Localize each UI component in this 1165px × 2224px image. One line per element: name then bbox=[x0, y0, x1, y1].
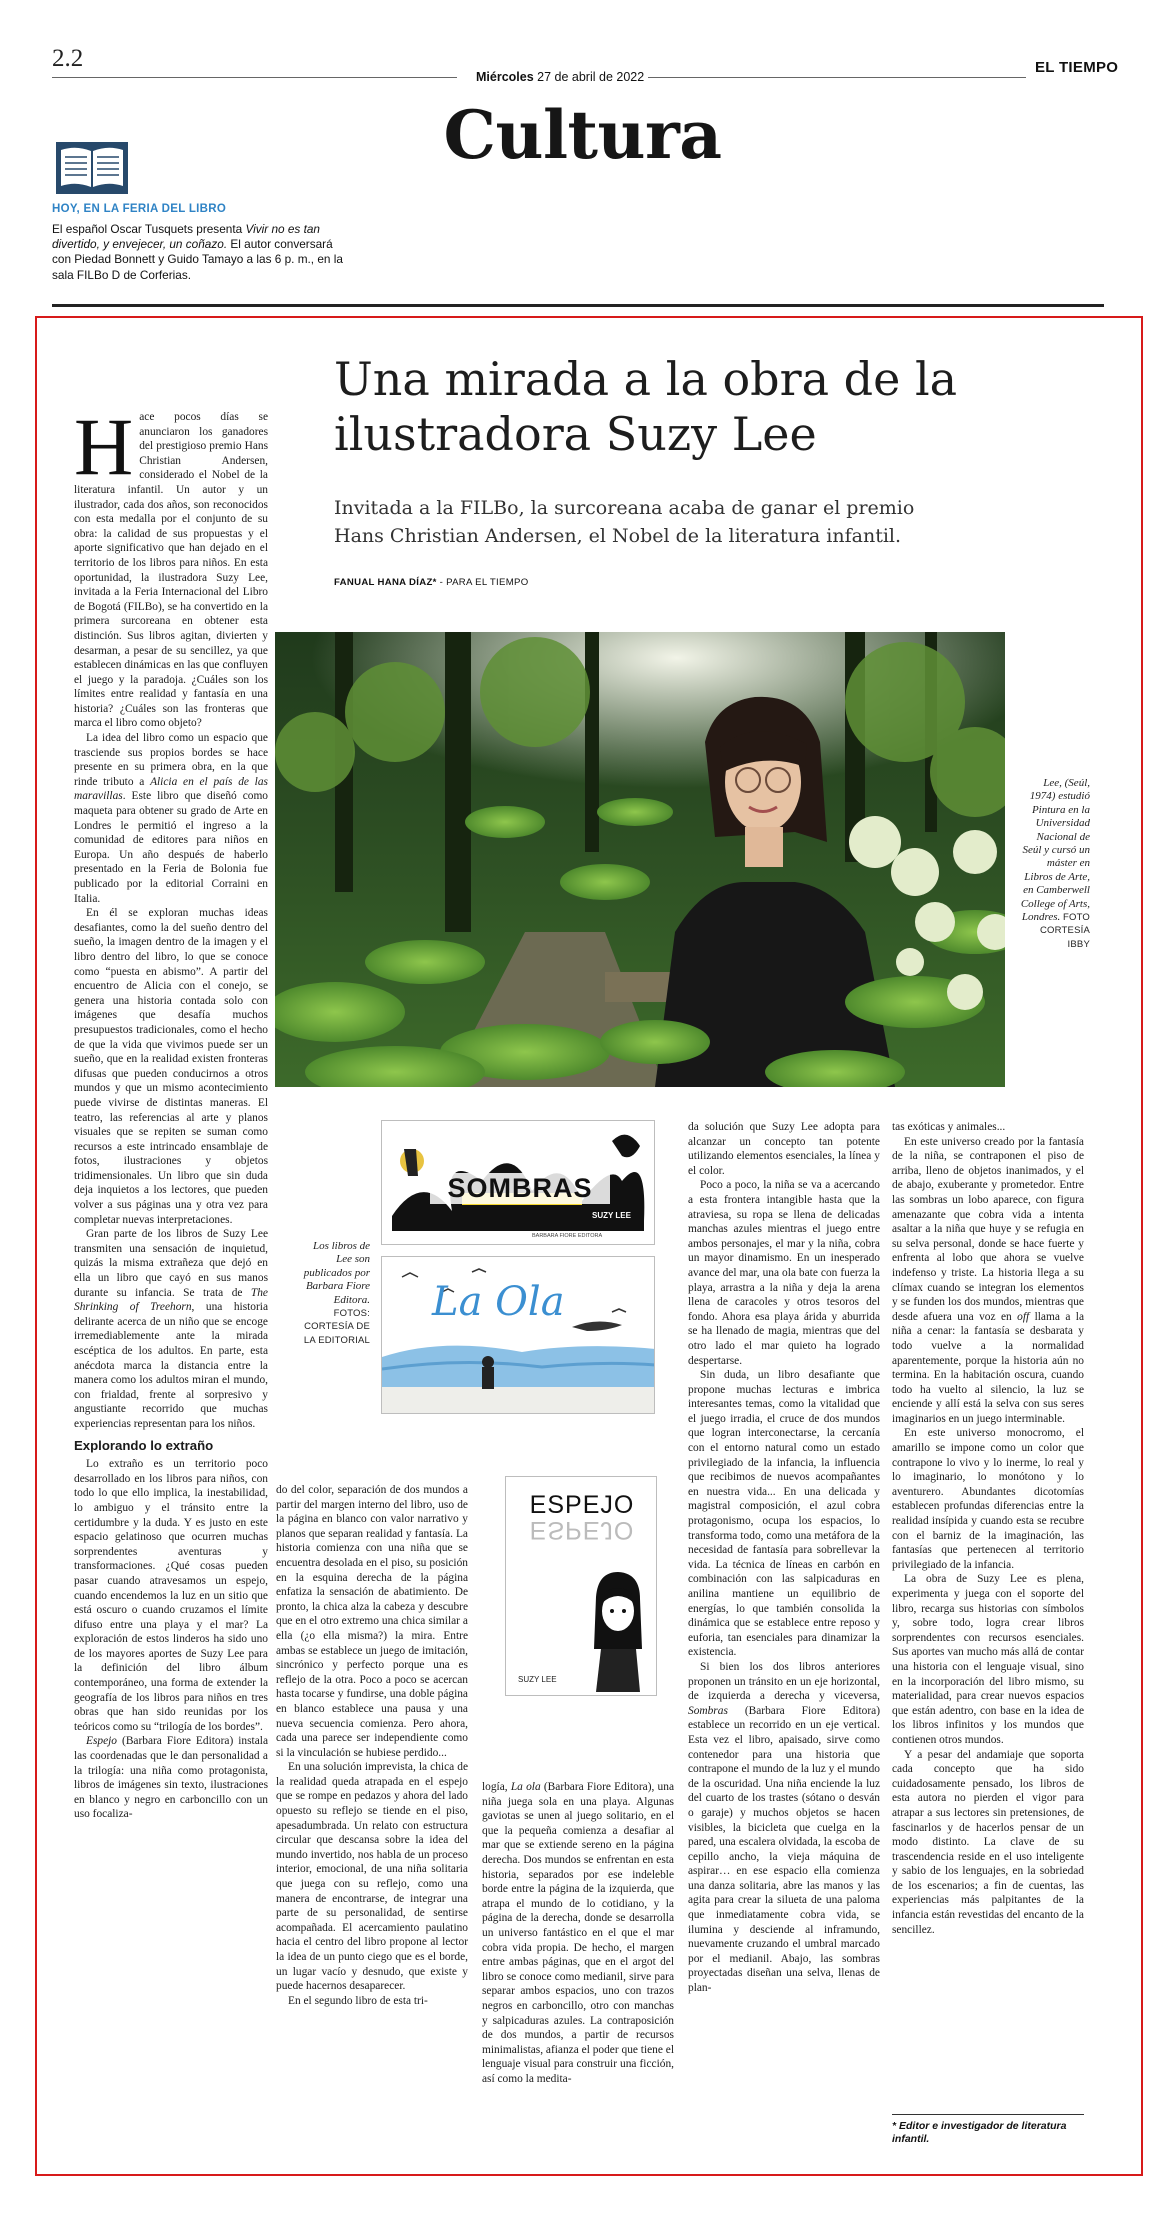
date-text: 27 de abril de 2022 bbox=[533, 70, 645, 84]
espejo-title-reflection: ESPEJO bbox=[529, 1516, 635, 1544]
sombras-author: SUZY LEE bbox=[592, 1211, 631, 1220]
paragraph: Y a pesar del andamiaje que soporta cada concepto que ha sido cuidadosamente pensado, los libros de esta autora no pierden el vigor para atrapar a sus lectores sin pretensiones, de fascinarlos y de hacerlos pensar de un modo distinto. La clave de su trascendencia reside en el uso inteligente y sabio de los lenguajes, en la sobriedad de los escenarios; a fin de cuentas, las experiencias más palpitantes de la infancia están revestidas del encanto de la sencillez. bbox=[892, 1748, 1084, 1936]
subheading: Explorando lo extraño bbox=[74, 1437, 214, 1453]
paragraph: ace pocos días se anunciaron los ganadores del prestigioso premio Hans Christian Andersen, considerado el Nobel de la literatura infantil. Un autor y un ilustrador, cada dos años, son reconocidos con esta medalla por el conjunto de su obra: la calidad de sus propuestas y el aporte significativo que han dejado en el territorio de los libros para niños. En esta oportunidad, la ilustradora Suzy Lee, invitada a la Feria Internacional del Libro de Bogotá (FILBo), se ha convertido en la primera surcoreana en obtener esta distinción. Sus libros agitan, divierten y desarman, a pesar de su sencillez, ya que establecen dinámicas en las que confluyen el juego y la paradoja. ¿Cuáles son los límites entre realidad y fantasía en una historia? ¿Cuáles son las fronteras que marca el libro como objeto? bbox=[74, 411, 268, 730]
paragraph: Gran parte de los libros de Suzy Lee transmiten una sensación de inquietud, quizás la misma extrañeza que dejó en ella un libro que cayó en sus manos durante su infancia. Se trata de The Shrinking of Treehorn, una historia delirante acerca de un niño que se encoge irremediablemente ante la mirada escéptica de los adultos. En parte, esta anécdota marca la distancia entre la manera como los adultos miran el mundo, con frialdad, frente al sorpresivo y angustiante recorrido que muchas experiencias representan para los niños. bbox=[74, 1228, 268, 1430]
column-1 bbox=[74, 410, 268, 2160]
book-cover-sombras bbox=[381, 1120, 655, 1245]
paragraph: da solución que Suzy Lee adopta para alcanzar un concepto tan potente utilizando elementos esenciales, la línea y el color. bbox=[688, 1121, 880, 1177]
espejo-title: ESPEJO bbox=[529, 1491, 635, 1519]
article-headline: Una mirada a la obra de la ilustradora Suzy Lee bbox=[334, 352, 958, 461]
section-title: Cultura bbox=[443, 96, 722, 174]
paragraph: tas exóticas y animales... bbox=[892, 1121, 1006, 1133]
espejo-author: SUZY LEE bbox=[518, 1675, 557, 1684]
paragraph: En este universo monocromo, el amarillo se impone como un color que contrapone lo vivo y lo inerme, lo real y lo imaginario, lo monótono y lo aventurero. Abundantes dicotomías establecen profundas diferencias entre la realidad insípida y cuando esta se recubre con el barniz de la imaginación, las fantasías que pertenecen al territorio privilegiado de la infancia. bbox=[892, 1427, 1084, 1571]
newspaper-name: EL TIEMPO bbox=[1035, 59, 1119, 76]
book-cover-espejo bbox=[505, 1476, 657, 1696]
sombras-title: SOMBRAS bbox=[430, 1173, 610, 1204]
la-ola-title: La Ola bbox=[432, 1279, 565, 1325]
paragraph: En una solución imprevista, la chica de la realidad queda atrapada en el espejo que se rompe en pedazos y ahora del lado opuesto su reflejo se tiende en el piso, apesadumbrada. Un relato con estructura circular que descansa sobre la idea del mundo invertido, nos habla de un proceso interior, emocional, de una niña solitaria que juega con su reflejo, como una manera de encontrarse, de integrar una parte de su personalidad, de sentirse acompañada. El acercamiento paulatino hacia el centro del libro propone al lector la idea de un punto ciego que es el borde, un lugar vacío y desnudo, que existe y puede hacernos desaparecer. bbox=[276, 1761, 468, 1993]
masthead-rule-right bbox=[648, 77, 1026, 78]
column-3 bbox=[482, 1780, 674, 2160]
masthead-rule-left bbox=[52, 77, 457, 78]
footnote-rule bbox=[892, 2114, 1084, 2115]
masthead-date bbox=[476, 70, 644, 84]
paragraph: Si bien los dos libros anteriores proponen un tránsito en un eje horizontal, de izquierda a derecha y viceversa, Sombras (Barbara Fiore Editora) establece un recorrido en un eje vertical. Esta vez el libro, apaisado, sirve como contenedor para una historia que contrapone el mundo de la luz y el mundo de la oscuridad. Una niña enciende la luz del cuarto de los trastes (sótano o desván o garaje) y muchos objetos se hacen visibles, la bicicleta que cuelga en la pared, una escalera olvidada, la escoba de cepillo ancho, la vieja máquina de aspirar… en ese espacio ella comienza una danza solitaria, abre las manos y las agita para crear la silueta de una paloma que inmediatamente cobra vida, se ilumina y desciende al inframundo, nuevamente cruzando el umbral marcado por el medianil. Abajo, las sombras proyectadas diseñan una selva, llenas de plan- bbox=[688, 1660, 880, 1995]
paragraph: En el segundo libro de esta tri- bbox=[288, 1994, 428, 2007]
paragraph: La idea del libro como un espacio que trasciende sus propios bordes se hace presente en su primera obra, en la que rinde tributo a Alicia en el país de las maravillas. Este libro que diseñó como maqueta para obtener su grado de Arte en Londres le permitió el ingreso a la comunidad de editores para niños en Europa. Un año después de haberlo presentado en la Feria de Bolonia fue publicado por la editorial Corraini en Italia. bbox=[74, 732, 268, 905]
books-caption: Los libros de Lee son publicados por Barbara Fiore Editora. FOTOS: CORTESÍA DE LA EDITORIAL bbox=[303, 1240, 370, 1346]
paragraph: Poco a poco, la niña se va a acercando a esta frontera intangible hasta que la atraviesa, su ropa se llena de delicadas manchas azules mientras el juego entre ambos personajes, el mar y la niña, cobra un mayor dinamismo. En un inesperado avance del mar, una ola bate con fuerza la playa, arrastra a la niña y deja la arena llena de caracoles y otros tesoros del fondo. Ahora esa playa árida y aburrida se ha llenado de magia, mientras que del otro lado el mar quieto ha logrado despertarse. bbox=[688, 1179, 880, 1367]
paragraph: Lo extraño es un territorio poco desarrollado en los libros para niños, con todo lo que ello implica, la inestabilidad, lo ambiguo y el tránsito entre la certidumbre y la duda. Y es justo en este espacio gelatinoso que ocurren muchas sorprendentes aventuras y transformaciones. ¿Qué cosas pueden pasar cuando atravesamos un espejo, cuando encendemos la luz en un sitio que está oscuro o cuando cruzamos el límite difuso entre una playa y el mar? La exploración de estos linderos ha sido uno de los mayores aportes de Suzy Lee para la definición del libro álbum contemporáneo, una forma de extender la geografía de los libros para niños en tres obras que han sido reunidas por los teóricos como su “trilogía de los bordes”. bbox=[74, 1458, 268, 1733]
page-number: 2.2 bbox=[52, 45, 84, 72]
paragraph: logía, La ola (Barbara Fiore Editora), una niña juega sola en una playa. Algunas gaviotas se unen al juego solitario, en el que la pequeña comienza a desafiar al mar que se extiende sereno en la página derecha. Dos mundos se enfrentan en esta historia, separados por ese indeleble borde entre la página de la izquierda, que atrapa el mundo de lo cotidiano, y la página de la derecha, donde se desarrolla un universo fantástico en el que el mar cobra vida propia. De hecho, el margen entre ambas páginas, que en el argot del libro se conoce como medianil, sirve para separar ambos espacios, uno con trazos negros en carboncillo, otro con manchas y salpicaduras azules. La contraposición de dos mundos, a partir de recursos minimalistas, afianza el poder que tiene el lenguaje visual para construir una ficción, así como la medita- bbox=[482, 1781, 674, 2085]
date-weekday: Miércoles bbox=[476, 70, 534, 84]
column-4 bbox=[688, 1120, 880, 2160]
paragraph: En este universo creado por la fantasía de la niña, se contraponen el piso de arriba, lleno de objetos inanimados, y el de abajo, exuberante y prometedor. Entre las sombras un lobo aparece, con figura amenazante que cobra vida a intenta asaltar a la niña que huye y se refugia en su selva personal, donde se hace fuerte y enfrenta al lobo que ahora se vuelve indefenso y triste. La historia llega a su clímax cuando se integran los elementos y se funden los dos mundos, mientras que desde afuera una voz en off llama a la niña a cenar: la fantasía se desbarata y todo vuelve a la normalidad aparentemente, porque la historia aún no termina. En la habitación oscura, cuando todo ha vuelto al silencio, la luz se enciende y allí está la selva con sus seres imaginarios en un juego interminable. bbox=[892, 1135, 1084, 1425]
promo-text: El español Oscar Tusquets presenta Vivir no es tan divertido, y envejecer, un coñazo. El autor conversará con Piedad Bonnett y Guido Tamayo a las 6 p. m., en la sala FILBo D de Corferias. bbox=[52, 222, 343, 282]
paragraph: Sin duda, un libro desafiante que propone muchas lecturas e imbrica interesantes temas, como la vitalidad que el juego irradia, el cruce de dos mundos que logran interconectarse, la cercanía con el entorno natural como un estado privilegiado de la infancia, la influencia que recibimos de nuevos acompañantes en nuestra vida... En una delicada y magistral composición, el azul cobra protagonismo, ocupa los espacios, lo transforma todo, como una metáfora de la necesidad de fantasía para sobrellevar la vida. La técnica de líneas en carbón en combinación con las salpicaduras en anilina mantiene un equilibrio de energías, lo que también consolida la dinámica que se establece entre reposo y euforia, tan esenciales para dinamizar la existencia. bbox=[688, 1369, 880, 1659]
sombras-publisher: BARBARA FIORE EDITORA bbox=[532, 1233, 603, 1239]
column-2 bbox=[276, 1483, 468, 2160]
byline: FANUAL HANA DÍAZ* - PARA EL TIEMPO bbox=[334, 577, 529, 588]
book-icon bbox=[54, 140, 130, 196]
paragraph: La obra de Suzy Lee es plena, experimenta y juega con el soporte del libro, recarga sus historias con símbolos y, sobre todo, logra crear libros sorprendentes con recursos esenciales. Sus aportes van mucho más allá de contar una historia con el lenguaje visual, sino en la incorporación del libro mismo, su materialidad, para crear nuevos espacios que están adentro, con base en la idea de los libros infinitos y los mundos que contienen otros mundos. bbox=[892, 1573, 1084, 1746]
promo-kicker: HOY, EN LA FERIA DEL LIBRO bbox=[52, 203, 227, 215]
book-cover-la-ola bbox=[381, 1256, 655, 1414]
author-footnote: * Editor e investigador de literatura infantil. bbox=[892, 2120, 1067, 2145]
paragraph: En él se exploran muchas ideas desafiantes, como la del sueño dentro del sueño, la imagen dentro de la imagen y el libro dentro del libro, lo que se conoce como “puesta en abismo”. A partir del encuentro de Alicia con el conejo, se genera una historia contada solo con imágenes que desafía muchos presupuestos tradicionales, como el hecho de que la vida que vivimos puede ser un sueño, que en la realidad existen fronteras difusas que pueden conducirnos a otros mundos y que un mismo acontecimiento puede vivirse de distintas maneras. El teatro, las referencias al arte y planos visuales que se repiten se suman como recursos a este intrincado ensamblaje de fotos, ilustraciones y objetos tridimensionales. Un libro que sin duda deja inquietos a los lectores, que pueden volver a sus páginas una y otra vez para completar nuevas interpretaciones. bbox=[74, 907, 268, 1226]
column-5 bbox=[892, 1120, 1084, 2110]
paragraph: Espejo (Barbara Fiore Editora) instala las coordenadas que le dan personalidad a la trilogía: una niña como protagonista, libros de imágenes sin texto, ilustraciones en blanco y negro en carboncillo con un uso focaliza- bbox=[74, 1735, 268, 1821]
portrait-photo bbox=[275, 632, 1005, 1087]
paragraph: do del color, separación de dos mundos a partir del margen interno del libro, uso de la página en blanco con valor narrativo y planos que separan realidad y fantasía. La historia comienza con una niña que se encuentra desolada en el piso, su posición en la esquina derecha de la página enfatiza la sensación de abatimiento. De pronto, la chica alza la cabeza y descubre que en el otro extremo una chica similar a ella (¿o ella misma?) la mira. Entre ambas se establece un juego de imitación, sincrónico y perfecto porque una es reflejo de la otra. Poco a poco se acercan hasta tocarse y fundirse, una doble página en blanco establece una pausa y una nueva secuencia comienza. Pero ahora, cada una parece ser independiente como si la vinculación se hubiese perdido... bbox=[276, 1484, 468, 1759]
photo-caption: Lee, (Seúl, 1974) estudió Pintura en la Universidad Nacional de Seúl y cursó un máster en Libros de Arte, en Camberwell College of Arts, Londres. FOTO CORTESÍA IBBY bbox=[1020, 777, 1090, 950]
drop-cap: H bbox=[74, 410, 134, 492]
article-deck: Invitada a la FILBo, la surcoreana acaba de ganar el premio Hans Christian Andersen, el Nobel de la literatura infantil. bbox=[334, 497, 915, 547]
top-divider bbox=[52, 304, 1104, 307]
